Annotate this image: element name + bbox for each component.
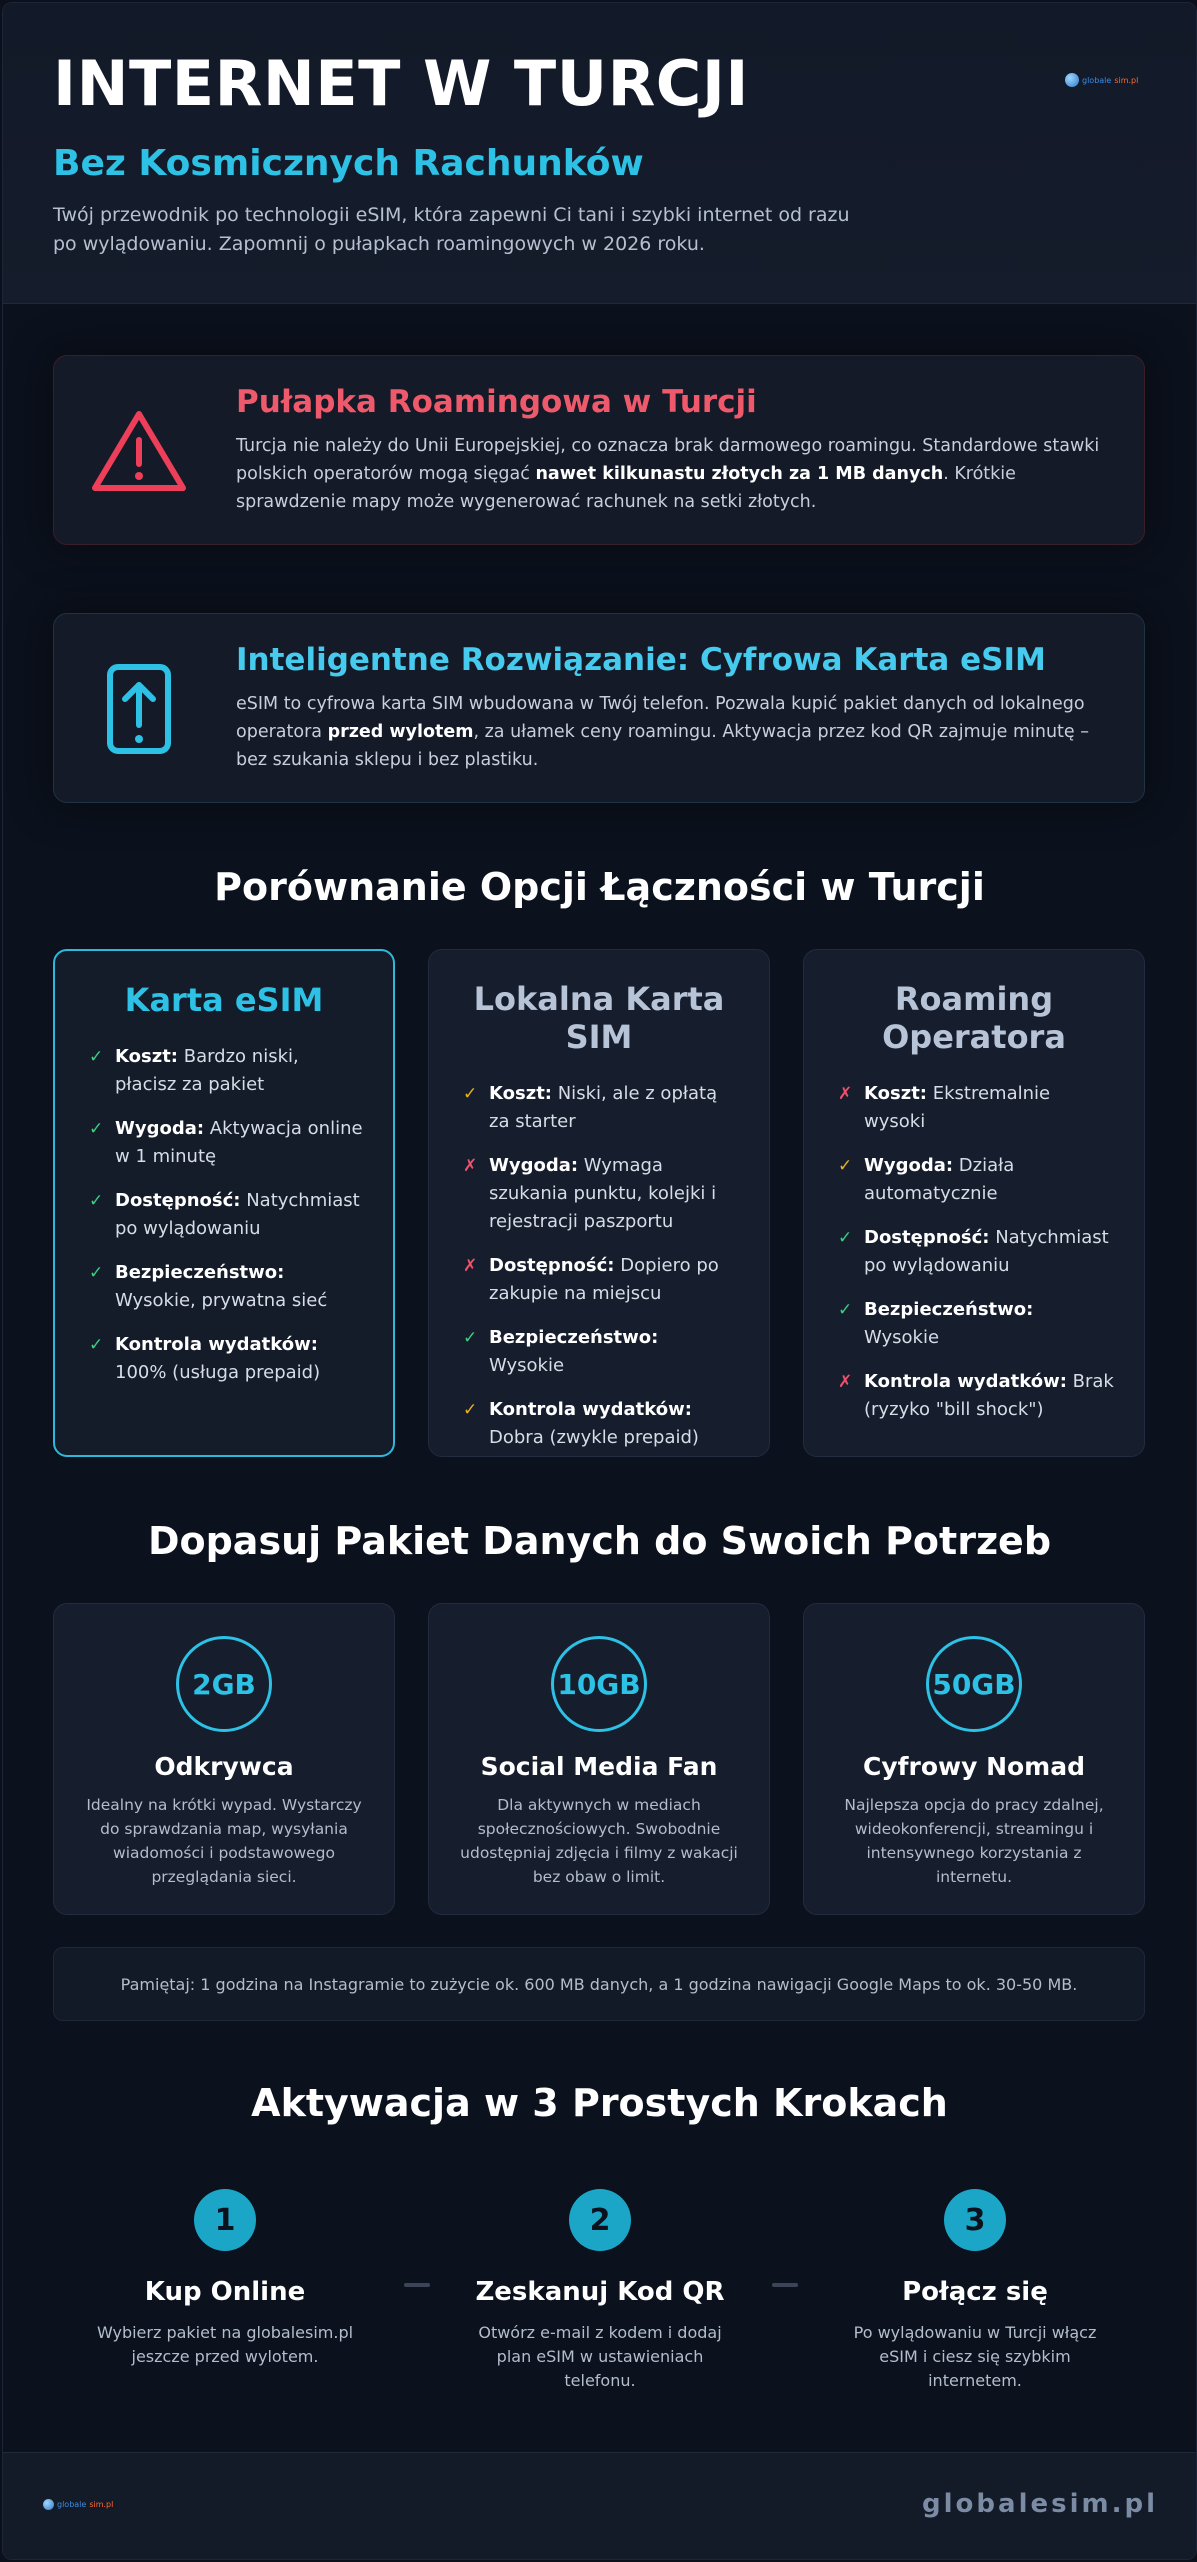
comparison-row [838,1224,1114,1280]
comparison-list [429,1080,769,1452]
hero-intro: Twój przewodnik po technologii eSIM, która zapewni Ci tani i szybki internet od razu po wylądowaniu. Zapomnij o pułapkach roamingowych w 2026 roku. [53,204,850,255]
comparison-row-value: Natychmiast po wylądowaniu [115,1190,360,1239]
comparison-row-label: Kontrola wydatków: [864,1371,1067,1392]
comparison-card-title: Karta eSIM [124,981,324,1019]
brand-logo[interactable]: globale sim.pl [1065,73,1138,87]
step-title: Połącz się [902,2277,1048,2307]
comparison-row-label: Dostępność: [115,1190,241,1211]
steps-title: Aktywacja w 3 Prostych Krokach [251,2081,948,2125]
comparison-row-label: Wygoda: [864,1155,954,1176]
package-description: Dla aktywnych w mediach społecznościowych. Swobodnie udostępniaj zdjęcia i filmy z wakacji bez obaw o limit. [460,1796,738,1886]
comparison-row-label: Wygoda: [115,1118,205,1139]
check-icon: ✓ [838,1228,853,1248]
check-icon: ✓ [463,1328,478,1348]
step-connector [772,2283,798,2287]
globe-icon [43,2499,54,2510]
comparison-card-title: Roaming Operatora [882,980,1066,1056]
comparison-row-label: Koszt: [864,1083,927,1104]
footer-brand-link[interactable]: globalesim.pl [922,2489,1158,2519]
packages-title: Dopasuj Pakiet Danych do Swoich Potrzeb [147,1519,1052,1563]
comparison-row-label: Bezpieczeństwo: [489,1327,659,1348]
alert-title: Inteligentne Rozwiązanie: Cyfrowa Karta eSIM [236,642,1046,678]
cross-icon: ✗ [463,1156,478,1176]
comparison-title: Porównanie Opcji Łączności w Turcji [214,865,985,909]
package-description: Najlepsza opcja do pracy zdalnej, wideokonferencji, streamingu i intensywnego korzystania z internetu. [844,1796,1104,1886]
comparison-row [89,1043,363,1099]
comparison-row [89,1187,363,1243]
comparison-row-value: Dobra (zwykle prepaid) [489,1427,699,1448]
package-card-10gb[interactable] [428,1603,770,1915]
comparison-row [89,1259,363,1315]
comparison-row-value: Wysokie [864,1327,940,1348]
globe-icon [1065,73,1079,87]
esim-solution-card [53,613,1145,803]
comparison-row-label: Koszt: [489,1083,552,1104]
comparison-row-label: Bezpieczeństwo: [115,1262,285,1283]
check-icon: ✓ [89,1119,104,1139]
footer-logo[interactable]: globale sim.pl [43,2499,113,2510]
package-name: Cyfrowy Nomad [862,1752,1086,1781]
page-title: INTERNET W TURCJI [53,47,749,120]
check-icon: ✓ [838,1156,853,1176]
cross-icon: ✗ [463,1256,478,1276]
comparison-row [89,1115,363,1171]
check-icon: ✓ [89,1047,104,1067]
comparison-row [838,1296,1114,1352]
step-1 [55,2189,395,2369]
step-description: Otwórz e-mail z kodem i dodaj plan eSIM w ustawieniach telefonu. [478,2323,722,2390]
comparison-card-title: Lokalna Karta SIM [473,980,725,1056]
step-description: Po wylądowaniu w Turcji włącz eSIM i ciesz się szybkim internetem. [853,2323,1097,2390]
check-icon: ✓ [89,1263,104,1283]
comparison-card-local-sim [428,949,770,1457]
phone-upload-icon [84,664,194,754]
comparison-row [838,1080,1114,1136]
comparison-row [89,1331,363,1387]
check-icon: ✓ [838,1300,853,1320]
package-name: Odkrywca [154,1752,294,1781]
comparison-row [838,1152,1114,1208]
comparison-list [804,1080,1144,1424]
roaming-trap-card [53,355,1145,545]
comparison-row [838,1368,1114,1424]
comparison-card-esim [53,949,395,1457]
check-icon: ✓ [463,1400,478,1420]
comparison-row-value: 100% (usługa prepaid) [115,1362,321,1383]
step-title: Kup Online [144,2277,306,2307]
check-icon: ✓ [89,1335,104,1355]
comparison-row [463,1324,739,1380]
step-connector [404,2283,430,2287]
comparison-row-value: Natychmiast po wylądowaniu [864,1227,1109,1276]
cross-icon: ✗ [838,1372,853,1392]
infographic-page [2,2,1197,2560]
comparison-list [55,1043,393,1387]
comparison-row-label: Dostępność: [864,1227,990,1248]
comparison-row [463,1252,739,1308]
step-2 [430,2189,770,2393]
package-size-badge: 2GB [176,1636,272,1732]
comparison-row-value: Niski, ale z opłatą za starter [489,1083,718,1132]
comparison-row-value: Ekstremalnie wysoki [864,1083,1051,1132]
footer [3,2452,1196,2559]
page-subtitle: Bez Kosmicznych Rachunków [53,143,644,184]
comparison-row-label: Kontrola wydatków: [489,1399,692,1420]
comparison-row [463,1152,739,1236]
hero-header [3,3,1196,304]
package-size-badge: 10GB [551,1636,647,1732]
package-size-badge: 50GB [926,1636,1022,1732]
step-number-badge: 1 [194,2189,256,2251]
comparison-row-label: Wygoda: [489,1155,579,1176]
step-description: Wybierz pakiet na globalesim.pl jeszcze przed wylotem. [96,2323,354,2366]
comparison-row-value: Działa automatycznie [864,1155,1015,1204]
comparison-row-value: Aktywacja online w 1 minutę [115,1118,363,1167]
comparison-row-label: Dostępność: [489,1255,615,1276]
check-icon: ✓ [89,1191,104,1211]
package-name: Social Media Fan [480,1752,718,1781]
comparison-row [463,1396,739,1452]
package-card-2gb[interactable] [53,1603,395,1915]
comparison-row-label: Koszt: [115,1046,178,1067]
step-title: Zeskanuj Kod QR [475,2277,725,2307]
check-icon: ✓ [463,1084,478,1104]
step-3 [805,2189,1145,2393]
package-card-50gb[interactable] [803,1603,1145,1915]
comparison-card-roaming [803,949,1145,1457]
comparison-row [463,1080,739,1136]
comparison-row-label: Kontrola wydatków: [115,1334,318,1355]
alert-title: Pułapka Roamingowa w Turcji [236,384,757,420]
alert-text: Turcja nie należy do Unii Europejskiej, co oznacza brak darmowego roamingu. Standardowe stawki polskich operatorów mogą sięgać nawet kilkunastu złotych za 1 MB danych. Krótkie sprawdzenie mapy może wygenerować rachunek na setki złotych. [236,436,1100,512]
comparison-row-value: Wysokie, prywatna sieć [115,1290,328,1311]
data-usage-note: Pamiętaj: 1 godzina na Instagramie to zużycie ok. 600 MB danych, a 1 godzina nawigacji Google Maps to ok. 30-50 MB. [53,1947,1145,2021]
package-description: Idealny na krótki wypad. Wystarczy do sprawdzania map, wysyłania wiadomości i podstawowego przeglądania sieci. [86,1796,362,1886]
comparison-row-value: Bardzo niski, płacisz za pakiet [115,1046,299,1095]
comparison-row-label: Bezpieczeństwo: [864,1299,1034,1320]
comparison-row-value: Dopiero po zakupie na miejscu [489,1255,719,1304]
alert-text: eSIM to cyfrowa karta SIM wbudowana w Twój telefon. Pozwala kupić pakiet danych od lokalnego operatora przed wylotem, za ułamek ceny roamingu. Aktywacja przez kod QR zajmuje minutę – bez szukania sklepu i bez plastiku. [236,694,1089,770]
warning-triangle-icon [84,406,194,496]
comparison-row-value: Wysokie [489,1355,565,1376]
comparison-row-value: Brak (ryzyko "bill shock") [864,1371,1114,1420]
cross-icon: ✗ [838,1084,853,1104]
step-number-badge: 3 [944,2189,1006,2251]
step-number-badge: 2 [569,2189,631,2251]
comparison-row-value: Wymaga szukania punktu, kolejki i rejestracji paszportu [489,1155,717,1232]
